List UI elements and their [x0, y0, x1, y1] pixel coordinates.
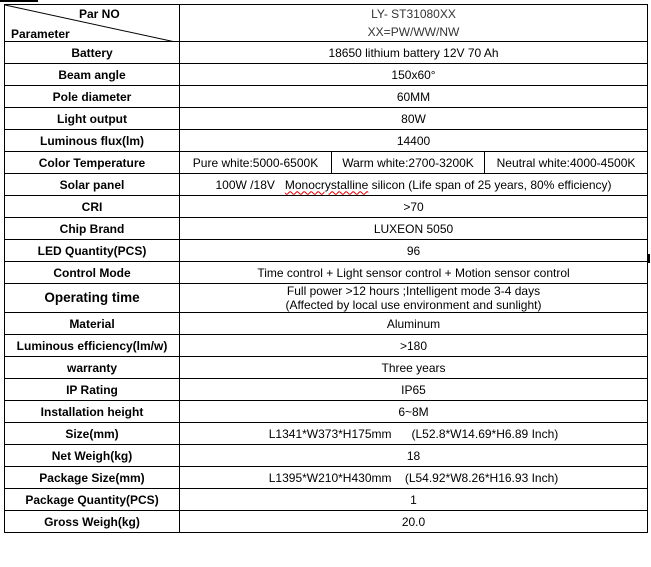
table-row	[5, 423, 648, 445]
operating-time-line2: (Affected by local use environment and sunlight)	[285, 298, 542, 312]
model-cell	[180, 5, 648, 42]
row-label: Operating time	[5, 284, 180, 313]
table-row	[5, 108, 648, 130]
solar-power: 100W /18V	[215, 177, 275, 192]
row-label: Package Size(mm)	[5, 467, 180, 489]
table-row	[5, 86, 648, 108]
row-value: >180	[180, 335, 648, 357]
row-label: IP Rating	[5, 379, 180, 401]
row-label: Control Mode	[5, 262, 180, 284]
row-value: 60MM	[180, 86, 648, 108]
row-value	[180, 284, 648, 313]
solar-detail: silicon (Life span of 25 years, 80% efficiency)	[368, 177, 612, 192]
top-edge-line	[0, 0, 38, 2]
row-label: Luminous flux(lm)	[5, 130, 180, 152]
neutral-white-value: Neutral white:4000-4500K	[485, 152, 648, 174]
operating-time-line1: Full power >12 hours ;Intelligent mode 3-4 days	[286, 284, 541, 298]
table-row	[5, 152, 648, 174]
table-row	[5, 262, 648, 284]
header-corner-cell	[5, 5, 180, 42]
row-label: Pole diameter	[5, 86, 180, 108]
table-row	[5, 467, 648, 489]
row-label: CRI	[5, 196, 180, 218]
table-row	[5, 489, 648, 511]
row-value: LUXEON 5050	[180, 218, 648, 240]
header-row	[5, 5, 648, 42]
row-label: Battery	[5, 42, 180, 64]
row-value: L1395*W210*H430mm (L54.92*W8.26*H16.93 Inch)	[180, 467, 648, 489]
row-value	[180, 174, 648, 196]
row-value: 18	[180, 445, 648, 467]
row-label: Luminous efficiency(lm/w)	[5, 335, 180, 357]
table-row	[5, 196, 648, 218]
solar-type: Monocrystalline	[284, 177, 369, 192]
row-value: 96	[180, 240, 648, 262]
table-row	[5, 379, 648, 401]
warm-white-value: Warm white:2700-3200K	[332, 152, 485, 174]
row-value: Aluminum	[180, 313, 648, 335]
row-value: 18650 lithium battery 12V 70 Ah	[180, 42, 648, 64]
table-row	[5, 174, 648, 196]
row-label: warranty	[5, 357, 180, 379]
row-label: Solar panel	[5, 174, 180, 196]
row-label: Material	[5, 313, 180, 335]
table-row	[5, 445, 648, 467]
row-value: Time control + Light sensor control + Motion sensor control	[180, 262, 648, 284]
row-value: 150x60°	[180, 64, 648, 86]
pure-white-value: Pure white:5000-6500K	[180, 152, 332, 174]
row-value: Three years	[180, 357, 648, 379]
row-value: 14400	[180, 130, 648, 152]
parameter-label: Parameter	[11, 27, 70, 41]
table-row	[5, 218, 648, 240]
row-label: Net Weigh(kg)	[5, 445, 180, 467]
row-value: >70	[180, 196, 648, 218]
row-label: LED Quantity(PCS)	[5, 240, 180, 262]
table-row	[5, 335, 648, 357]
row-value: 20.0	[180, 511, 648, 533]
row-label: Installation height	[5, 401, 180, 423]
table-row	[5, 42, 648, 64]
model-variants: XX=PW/WW/NW	[367, 25, 460, 39]
row-value: 6~8M	[180, 401, 648, 423]
row-label: Beam angle	[5, 64, 180, 86]
table-row	[5, 240, 648, 262]
table-row	[5, 511, 648, 533]
row-label: Light output	[5, 108, 180, 130]
table-row	[5, 130, 648, 152]
row-value: IP65	[180, 379, 648, 401]
table-row	[5, 284, 648, 313]
row-label: Chip Brand	[5, 218, 180, 240]
spec-table	[4, 4, 648, 533]
row-value: 80W	[180, 108, 648, 130]
row-label: Package Quantity(PCS)	[5, 489, 180, 511]
par-no-label: Par NO	[79, 7, 120, 21]
table-row	[5, 357, 648, 379]
row-label: Color Temperature	[5, 152, 180, 174]
model-number: LY- ST31080XX	[371, 7, 456, 21]
edge-tick-mark	[648, 254, 650, 263]
row-value: L1341*W373*H175mm (L52.8*W14.69*H6.89 Inch)	[180, 423, 648, 445]
row-label: Gross Weigh(kg)	[5, 511, 180, 533]
row-label: Size(mm)	[5, 423, 180, 445]
table-row	[5, 64, 648, 86]
row-value: 1	[180, 489, 648, 511]
table-row	[5, 401, 648, 423]
table-row	[5, 313, 648, 335]
